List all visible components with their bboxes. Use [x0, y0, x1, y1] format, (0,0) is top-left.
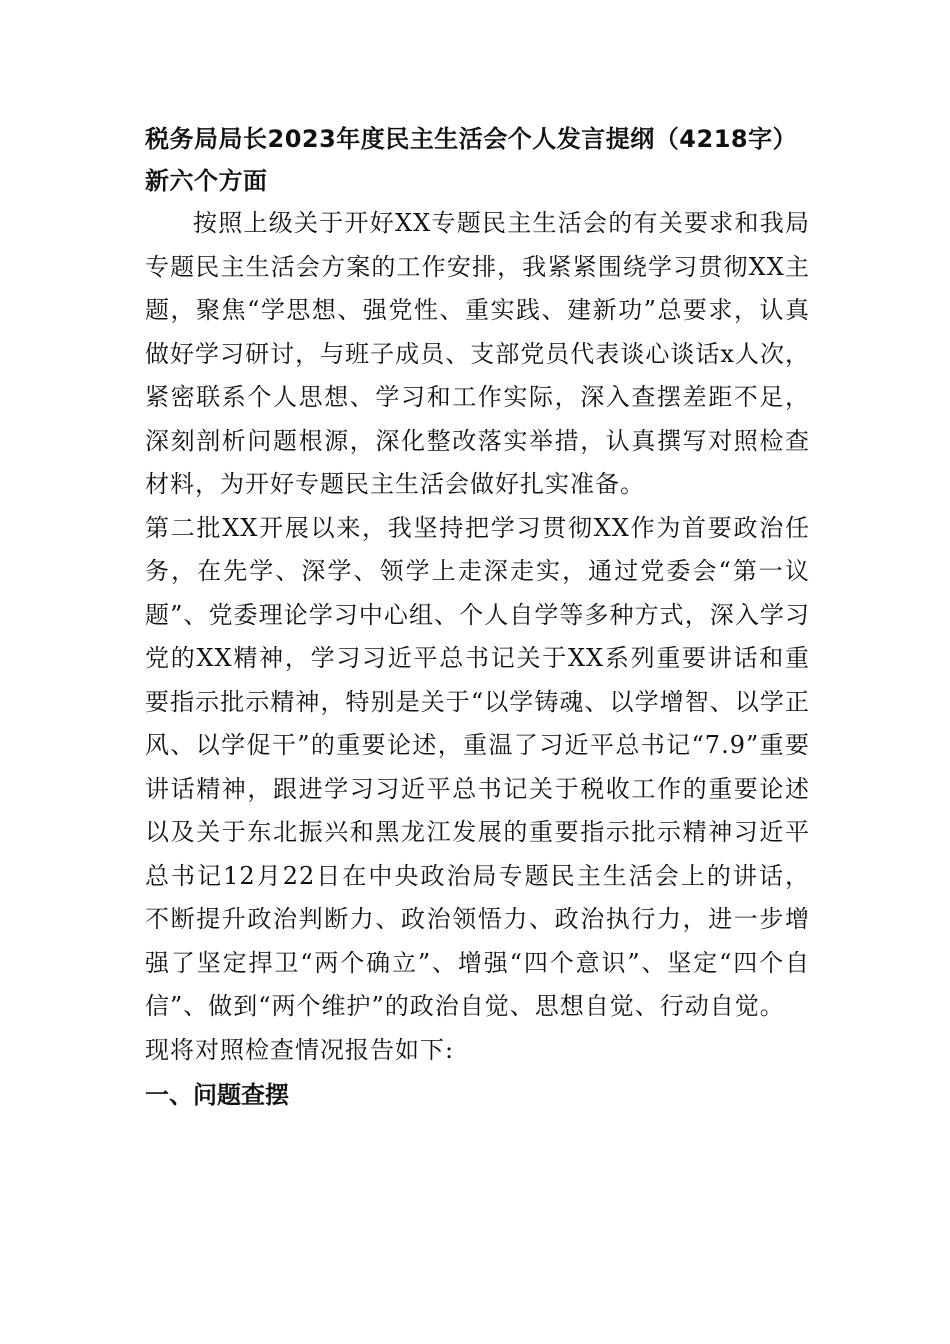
document-title: 税务局局长2023年度民主生活会个人发言提纲（4218字）新六个方面	[145, 125, 798, 195]
document-page	[145, 118, 810, 1118]
report-lead-paragraph: 现将对照检查情况报告如下:	[145, 1035, 455, 1064]
intro-paragraph: 按照上级关于开好XX专题民主生活会的有关要求和我局专题民主生活会方案的工作安排，我紧紧围绕学习贯彻XX主题，聚焦“学思想、强党性、重实践、建新功”总要求，认真做好学习研讨，与班子成员、支部党员代表谈心谈话x人次，紧密联系个人思想、学习和工作实际，深入查摆差距不足，深刻剖析问题根源，深化整改落实举措，认真撰写对照检查材料，为开好专题民主生活会做好扎实准备。	[145, 209, 810, 498]
section-heading-problems: 一、问题查摆	[145, 1081, 289, 1109]
study-paragraph: 第二批XX开展以来，我坚持把学习贯彻XX作为首要政治任务，在先学、深学、领学上走深走实，通过党委会“第一议题”、党委理论学习中心组、个人自学等多种方式，深入学习党的XX精神，学习习近平总书记关于XX系列重要讲话和重要指示批示精神，特别是关于“以学铸魂、以学增智、以学正风、以学促干”的重要论述，重温了习近平总书记“7.9”重要讲话精神，跟进学习习近平总书记关于税收工作的重要论述以及关于东北振兴和黑龙江发展的重要指示批示精神习近平总书记12月22日在中央政治局专题民主生活会上的讲话，不断提升政治判断力、政治领悟力、政治执行力，进一步增强了坚定捍卫“两个确立”、增强“四个意识”、坚定“四个自信”、做到“两个维护”的政治自觉、思想自觉、行动自觉。	[145, 513, 810, 1020]
